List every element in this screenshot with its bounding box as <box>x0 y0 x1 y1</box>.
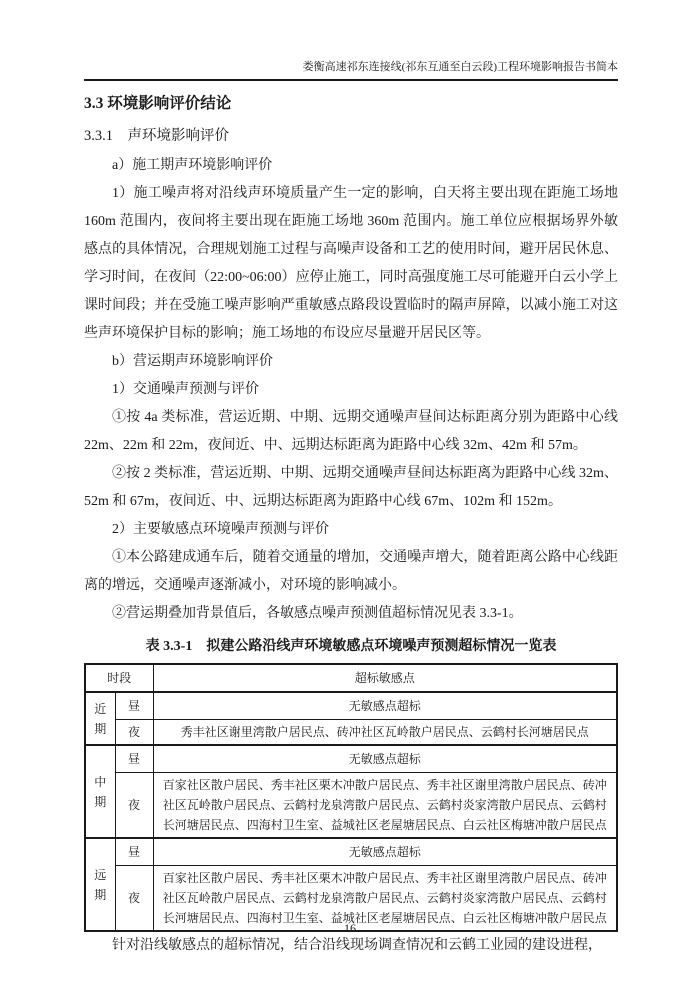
far-day-value-cell: 无敏感点超标 <box>153 838 617 866</box>
paragraph-sensitive-points-heading: 2）主要敏感点环境噪声预测与评价 <box>112 522 329 537</box>
body-text-block <box>84 152 618 628</box>
near-day-value-cell: 无敏感点超标 <box>153 692 617 720</box>
table-3-3-1-title: 表 3.3-1 拟建公路沿线声环境敏感点环境噪声预测超标情况一览表 <box>145 639 557 654</box>
section-heading-3-3-1: 3.3.1 声环境影响评价 <box>84 128 229 144</box>
section-heading-3-3: 3.3 环境影响评价结论 <box>84 95 232 112</box>
page-number: 16 <box>344 921 356 935</box>
table-header-period: 时段 <box>85 664 153 692</box>
table-header-row <box>85 664 617 692</box>
closing-paragraph: 针对沿线敏感点的超标情况，结合沿线现场调查情况和云鹤工业园的建设进程， <box>112 938 602 953</box>
period-cell-near <box>85 692 115 745</box>
mid-night-value-cell: 百家社区散户居民、秀丰社区栗木冲散户居民点、秀丰社区谢里湾散户居民点、砖冲社区瓦岭散户居民点、云鹤村龙泉湾散户居民点、云鹤村炎家湾散户居民点、云鹤村长河塘居民点、四海村卫生室、益城社区老屋塘居民点、白云社区梅塘冲散户居民点 <box>153 773 617 839</box>
night-label-cell: 夜 <box>115 720 153 746</box>
period-label-mid: 中期 <box>94 774 107 809</box>
period-label-near: 近期 <box>94 701 107 736</box>
period-cell-mid <box>85 745 115 838</box>
table-row-far-day <box>85 838 617 866</box>
paragraph-a-construction: a）施工期声环境影响评价 <box>112 158 273 173</box>
page-header <box>84 0 618 81</box>
paragraph-construction-noise: 1）施工噪声将对沿线声环境质量产生一定的影响，白天将主要出现在距施工场地 160m 范围内，夜间将主要出现在距施工场地 360m 范围内。施工单位应根据场界外敏感点的具体情况，合理规划施工过程与高噪声设备和工艺的使用时间，避开居民休息、学习时间，在夜间（22:00~06:00）应停止施工，同时高强度施工尽可能避开白云小学上课时间段；并在受施工噪声影响严重敏感点路段设置临时的隔声屏障，以减小施工对这些声环境保护目标的影响；施工场地的布设应尽量避开居民区等。 <box>84 186 618 341</box>
period-label-far: 远期 <box>94 867 107 902</box>
page-content-column <box>84 0 618 960</box>
paragraph-standard-2: ②按 2 类标准，营运近期、中期、远期交通噪声昼间达标距离为距路中心线 32m、52m 和 67m，夜间近、中、远期达标距离为距路中心线 67m、102m 和 152m。 <box>84 466 618 509</box>
table-header-points: 超标敏感点 <box>153 664 617 692</box>
day-label-cell: 昼 <box>115 838 153 866</box>
table-row-near-night <box>85 720 617 746</box>
paragraph-standard-4a: ①按 4a 类标准，营运近期、中期、远期交通噪声昼间达标距离分别为距路中心线 22m、22m 和 22m，夜间近、中、远期达标距离为距路中心线 32m、42m 和 57m。 <box>84 410 618 453</box>
period-cell-far <box>85 838 115 931</box>
noise-exceedance-table <box>84 663 618 932</box>
night-label-cell: 夜 <box>115 773 153 839</box>
mid-day-value-cell: 无敏感点超标 <box>153 745 617 773</box>
near-night-value-cell: 秀丰社区谢里湾散户居民点、砖冲社区瓦岭散户居民点、云鹤村长河塘居民点 <box>153 720 617 746</box>
night-label-cell: 夜 <box>115 866 153 932</box>
paragraph-b-operation: b）营运期声环境影响评价 <box>112 354 273 369</box>
paragraph-background-value: ②营运期叠加背景值后，各敏感点噪声预测值超标情况见表 3.3-1。 <box>112 606 523 621</box>
day-label-cell: 昼 <box>115 692 153 720</box>
day-label-cell: 昼 <box>115 745 153 773</box>
page-header-title: 娄衡高速祁东连接线(祁东互通至白云段)工程环境影响报告书简本 <box>84 60 618 81</box>
table-row-mid-night <box>85 773 617 839</box>
far-night-value-cell: 百家社区散户居民、秀丰社区栗木冲散户居民点、秀丰社区谢里湾散户居民点、砖冲社区瓦岭散户居民点、云鹤村龙泉湾散户居民点、云鹤村炎家湾散户居民点、云鹤村长河塘居民点、四海村卫生室、益城社区老屋塘居民点、白云社区梅塘冲散户居民点 <box>153 866 617 932</box>
paragraph-traffic-noise-heading: 1）交通噪声预测与评价 <box>112 382 259 397</box>
table-row-near-day <box>85 692 617 720</box>
paragraph-traffic-volume: ①本公路建成通车后，随着交通量的增加，交通噪声增大，随着距离公路中心线距离的增远，交通噪声逐渐减小，对环境的影响减小。 <box>84 550 618 593</box>
table-row-mid-day <box>85 745 617 773</box>
